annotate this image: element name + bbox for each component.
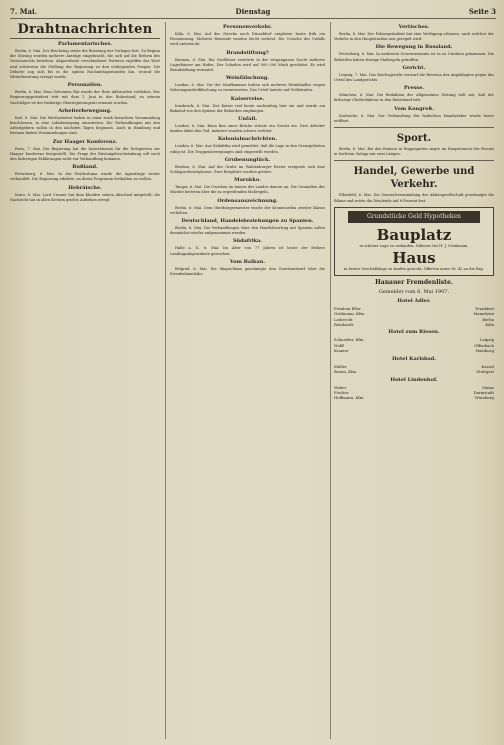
guest-group [334,385,494,401]
ad-bauplatz-title: Bauplatz [376,225,452,244]
guest-place: Hamburg [475,348,494,354]
article-text: Breslau, 6. Mai. Auf der Grube im Waldenburger Revier ereignete sich eine Schlagwetterexplosion. Zwei Bergleute wurden getötet. [170,164,325,175]
article-heading: Arbeiterbewegung. [58,107,112,114]
guest-name: Weber [334,384,347,390]
divider [334,160,494,161]
ad-haus-title: Haus [392,248,436,267]
guest-place: Leipzig [479,337,494,343]
article-heading: Ordensauszeichnung. [217,197,278,204]
article-heading: Vom Balkan. [229,258,266,265]
article-text: München, 6. Mai. Die Redaktion der Allgemeinen Zeitung teilt mit, daß der bisherige Chefredakteur in den Ruhestand tritt. [334,93,494,103]
guest-place: Darmstadt [473,389,494,395]
guest-place: Frankfurt [475,305,494,311]
article-heading: Parlamentarisches. [57,41,113,47]
hotel-name: Hotel Adler. [397,297,431,304]
guest-place: Stuttgart [476,369,494,375]
article-text: Kiel, 6. Mai. Die Werftarbeiter haben in einer stark besuchten Versammlung beschlossen, in eine Lohnbewegung einzutreten. Die Verhandlungen mit den Arbeitgebern sollen in den nächsten Tagen beginnen. Auch in Hamburg und Bremen finden Versammlungen statt. [10,115,160,136]
article-text: Innsbruck, 6. Mai. Der Kaiser traf heute nachmittag hier ein und wurde am Bahnhof von den Spitzen der Behörden empfangen. [170,103,325,113]
article-text: Bremen, 6. Mai. Ein Großfeuer zerstörte in der vergangenen Nacht mehrere Lagerhäuser am Hafen. Der Schaden wird auf 500 000 Mark geschätzt. Es wird Brandstiftung vermutet. [170,57,325,73]
article-text: Halle a. S., 6. Mai. Im Alter von 77 Jahren ist heute der frühere Landtagsabgeordnete gestorben. [170,246,325,256]
article-text: Kairo, 6. Mai. Lord Cromer hat dem Khedive seinen Abschied mitgeteilt; die Nachricht hat in allen Kreisen großes Aufsehen erregt. [10,192,160,202]
article-text: Belgrad, 6. Mai. Die Skupschtina genehmigte den Gesetzentwurf über die Eisenbahnanleihe. [170,266,325,277]
guest-entry [334,322,494,327]
guest-entry [334,369,494,374]
column-left [10,22,160,739]
article-heading: Marokko. [234,177,261,184]
article-heading: Hebräische. [68,184,102,191]
guest-place: Mainz [482,384,494,390]
guest-group [334,364,494,375]
article-text: Leipzig, 7. Mai. Das Reichsgericht verwarf die Revision des Angeklagten gegen das Urteil des Landgerichts. [334,72,494,83]
guest-place: Berlin [482,316,494,322]
article-heading: Brandstiftung? [226,49,269,56]
guest-group [334,306,494,328]
guest-name: Schneider, Kfm. [334,337,365,343]
guest-name: Liebrecht [334,316,353,322]
article-heading: Die Bewegung in Russland. [375,44,453,51]
article-text: Köln, 6. Mai. Auf der Strecke nach Düsseldorf entgleiste heute früh ein Personenzug. Mehrere Reisende wurden leicht verletzt. Die Ursache des Unfalls wird untersucht. [170,32,325,47]
article-text: Berlin, 6. Mai. Der Reichstag setzte die Beratung der Vorlagen fort. Zu Beginn der Sitzung wurden mehrere Anträge eingebracht, die sich auf die Reform des Vereinsrechts beziehen. Abgeordnete verschiedener Parteien ergriffen das Wort und erörterten die Stellung der Regierung zu den vorliegenden Fragen. Die Debatte zog sich bis in die späten Nachmittagsstunden hin, worauf die Weiterberatung vertagt wurde. [10,49,160,80]
guest-name: Goldmann, Kfm. [334,311,366,317]
ad-bauplatz-text: in schöner Lage zu verkaufen. Näheres bei H. J. Grünbaum. [359,243,469,248]
article-text: Karlsruhe, 6. Mai. Der Verbandstag der badischen Handwerker wurde heute eröffnet. [334,113,494,123]
column-right [334,22,494,739]
article-heading: Zur Haager Konferenz. [52,138,118,145]
page-header [10,4,496,19]
guest-place: Kassel [481,363,494,369]
guest-place: Würzburg [474,395,494,401]
article-text: Berlin, 6. Mai. Der Polizeipräsident hat eine Verfügung erlassen, nach welcher der Verkehr in den Hauptstraßen neu geregelt wird. [334,32,494,42]
header-weekday: Dienstag [235,6,271,16]
sport-heading: Sport. [396,133,432,145]
article-heading: Personalien. [67,82,103,89]
article-text: Tanger, 6. Mai. Die Unruhen im Innern des Landes dauern an. Die Gesandten der Mächte berieten über die zu ergreifenden Maßregeln. [170,185,325,195]
header-date: 7. Mai. [10,6,38,16]
guest-name: Müller [334,363,347,369]
article-text: Berlin, 6. Mai. Dem Geheimen Rat wurde der Rote Adlerorden verliehen. Der Regierungspräsident tritt mit dem 1. Juni in den Ruhestand; zu seinem Nachfolger ist der bisherige Oberregierungsrat ernannt worden. [10,90,160,105]
article-text: London, 6. Mai. Aus Südafrika wird gemeldet, daß die Lage in den Grenzgebieten ruhig ist. Die Truppenbewegungen sind eingestellt worden. [170,144,325,154]
section-masthead: Drahtnachrichten [10,22,160,39]
article-heading: Rußland. [72,164,98,171]
article-heading: Unfall. [238,116,257,123]
article-heading: Vom Kongreß. [394,105,434,112]
article-text: Berlin, 6. Mai. Die Verhandlungen über den Handelsvertrag mit Spanien sollen demnächst wieder aufgenommen werden. [170,226,325,236]
article-heading: Südafrika. [232,238,263,245]
article-heading: Kolonialnachrichten. [217,136,278,143]
article-heading: Gericht. [402,64,426,71]
hotel-name: Hotel Karlsbad. [391,355,437,362]
article-text: Berlin, 6. Mai. Dem Oberbürgermeister wurde der Kronenorden zweiter Klasse verliehen. [170,205,325,215]
column-rule [165,22,166,739]
article-heading: Presse. [403,85,425,92]
article-text: Paris, 7. Mai. Die Regierung hat die Instruktionen für die Delegierten zur Haager Konferenz festgestellt. Die Frage der Rüstungsbeschränkung soll nach den bisherigen Erklärungen nicht zur Verhandlung kommen. [10,146,160,162]
advertisement-box [334,207,494,276]
article-heading: Grubenunglück. [224,156,271,163]
guest-list-date: Gemeldet vom 6. Mai 1907. [378,288,450,295]
article-heading: Vertisches. [398,24,430,30]
guest-name: Kramer [334,348,349,354]
guest-list-title: Hanauer Fremdenliste. [375,278,453,286]
article-text: London, 6. Mai. Beim Bau einer Brücke stürzte ein Gerüst ein. Drei Arbeiter fanden dabei den Tod, mehrere wurden schwer verletzt. [170,124,325,134]
guest-name: Reinhardt [334,322,354,328]
divider [334,127,494,128]
article-heading: Deutschland, Handelsbeziehungen zu Spanien. [181,218,314,225]
trade-heading: Handel, Gewerbe und Verkehr. [353,166,475,191]
trade-text: Elberfeld, 6. Mai. Die Generalversammlung der Aktiengesellschaft genehmigte die Bilanz und setzte die Dividende auf 8 Prozent fest. [334,193,494,203]
ad-bank-banner: Grundstücke Geld Hypotheken [348,211,480,223]
column-rule [330,22,331,739]
article-heading: Personenverkehr. [223,24,272,30]
hotel-name: Hotel zum Riesen. [388,329,440,336]
guest-name: Braun, Kfm. [334,369,358,375]
guest-place: Köln [485,322,494,328]
article-heading: Kaiserreise. [230,95,265,102]
guest-name: Fischer [334,389,349,395]
guest-entry [334,348,494,353]
ad-haus-text: in bester Geschäftslage zu kaufen gesucht. Offerten unter Nr. 42 an die Exp. [344,266,484,271]
guest-place: Mannheim [473,311,494,317]
guest-name: Hoffmann, Kfm. [334,395,365,401]
guest-group [334,337,494,353]
guest-entry [334,395,494,400]
header-page-number: Seite 3 [468,6,496,16]
article-heading: Weinfälschung. [225,75,270,82]
article-text: Petersburg, 6. Mai. In mehreren Gouvernements ist es zu Unruhen gekommen. Die Behörden haben strenge Maßregeln getroffen. [334,52,494,62]
guest-place: Offenbach [474,342,494,348]
guest-name: Wolff [334,342,344,348]
hotel-name: Hotel Lindenhof. [390,376,438,383]
guest-name: Fräulein Eller [334,305,361,311]
article-text: Landau, 6. Mai. Vor der Strafkammer hatten sich mehrere Weinhändler wegen Nahrungsmittelfälschung zu verantworten. Das Urteil lautete auf Geldstrafen. [170,83,325,93]
column-middle [170,22,325,739]
sport-text: Berlin, 6. Mai. Bei den Rennen in Hoppegarten siegte im Hauptrennen der Favorit in leichtem Galopp mit zwei Längen. [334,147,494,157]
article-text: Petersburg, 6. Mai. In der Reichsduma wurde die Agrarfrage weiter verhandelt. Die Regierung erklärte, an ihrem Programm festhalten zu wollen. [10,172,160,182]
